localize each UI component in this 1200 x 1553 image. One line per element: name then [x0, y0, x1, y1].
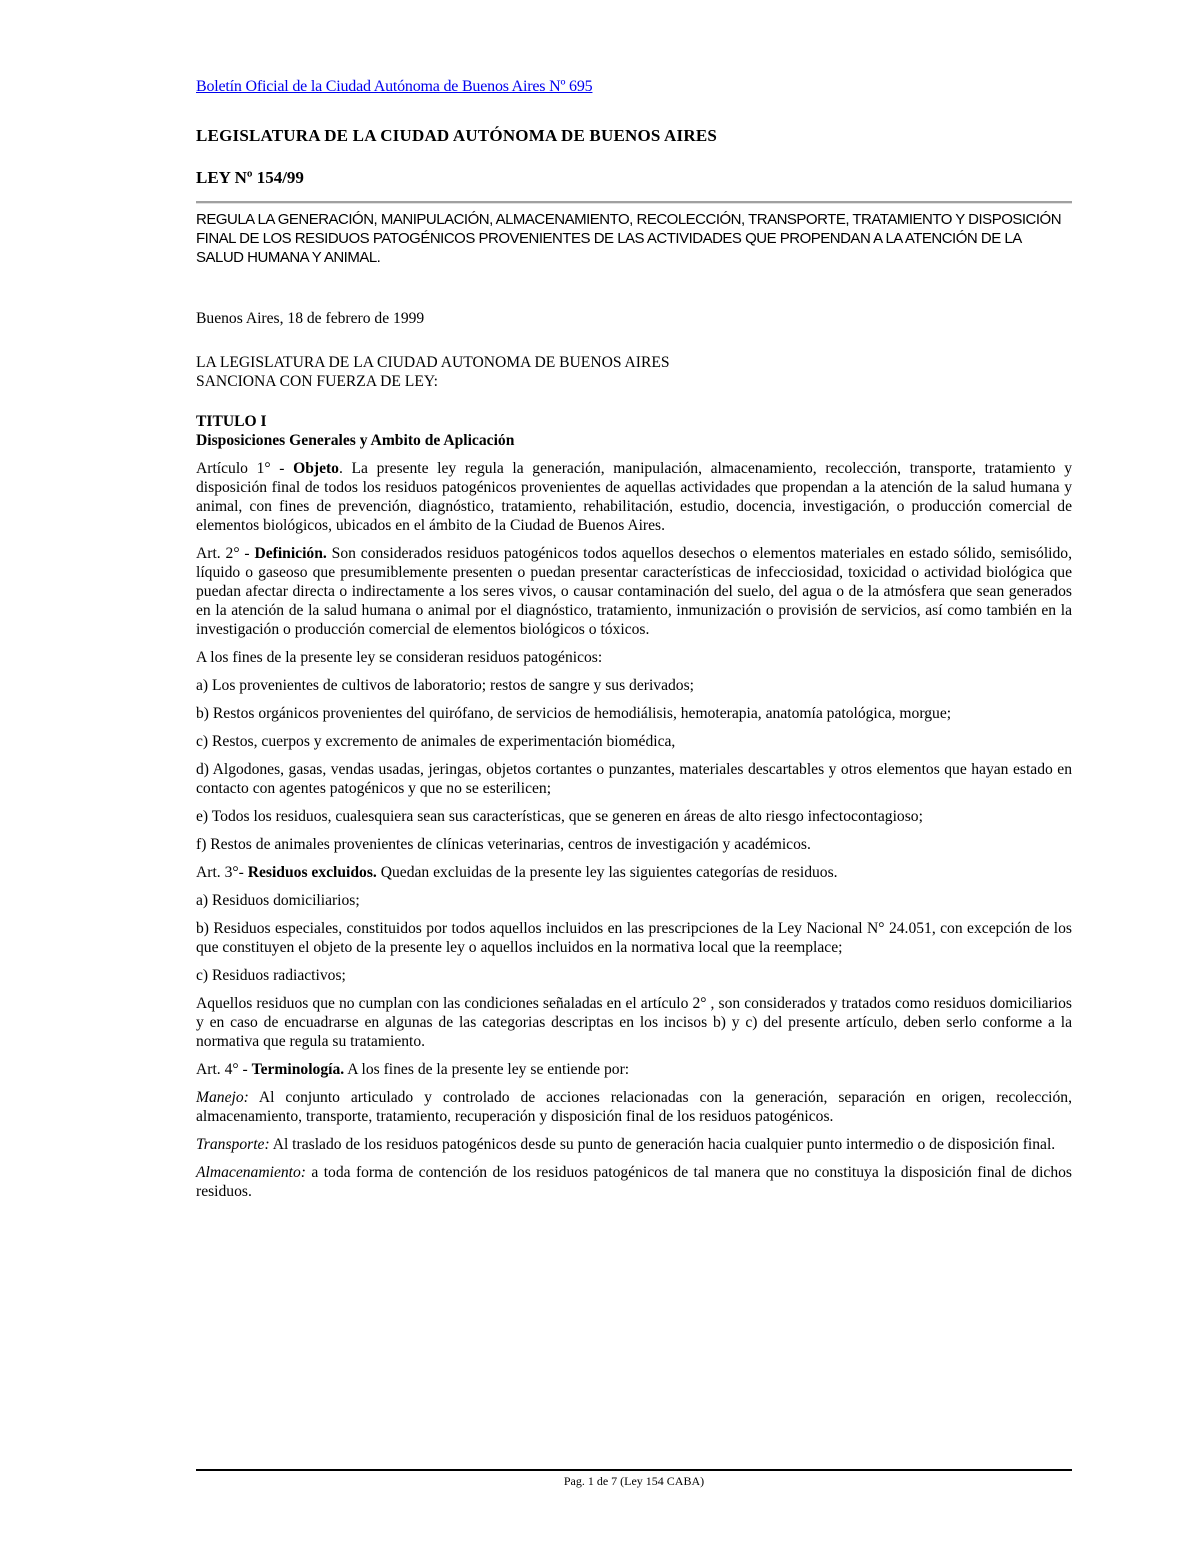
article-3-title: Residuos excluidos. [247, 864, 377, 881]
definition-manejo [196, 1088, 1072, 1126]
article-3-closing: Aquellos residuos que no cumplan con las condiciones señaladas en el artículo 2° , son considerados y tratados como residuos domiciliarios y en caso de encuadrarse en algunas de las categorias descriptas en los incisos b) y c) del presente artículo, deben serlo conforme a la normativa que regula su tratamiento. [196, 995, 1072, 1050]
term-transporte: Transporte: [196, 1136, 270, 1153]
sanction-block [196, 353, 1072, 391]
sanction-line-2: SANCIONA CON FUERZA DE LEY: [196, 373, 439, 390]
footer-rule [196, 1469, 1072, 1471]
article-3-item-c: c) Residuos radiactivos; [196, 967, 346, 984]
law-number-heading: LEY Nº 154/99 [196, 168, 304, 187]
page-footer: Pag. 1 de 7 (Ley 154 CABA) [563, 1474, 705, 1488]
article-2 [196, 544, 1072, 639]
article-3-text: Quedan excluidas de la presente ley las siguientes categorías de residuos. [376, 864, 838, 881]
article-4-title: Terminología. [251, 1061, 345, 1078]
date-line: Buenos Aires, 18 de febrero de 1999 [196, 310, 425, 327]
article-1-prefix: Artículo 1° - [196, 460, 294, 477]
legislature-heading: LEGISLATURA DE LA CIUDAD AUTÓNOMA DE BUENOS AIRES [196, 126, 718, 145]
article-2-intro: A los fines de la presente ley se consideran residuos patogénicos: [196, 649, 603, 666]
definition-transporte [196, 1135, 1072, 1154]
article-2-item-c: c) Restos, cuerpos y excremento de animales de experimentación biomédica, [196, 733, 676, 750]
article-4 [196, 1060, 1072, 1079]
article-2-item-a: a) Los provenientes de cultivos de laboratorio; restos de sangre y sus derivados; [196, 677, 695, 694]
article-2-item-d: d) Algodones, gasas, vendas usadas, jeringas, objetos cortantes o punzantes, materiales descartables y otros elementos que hayan estado en contacto con agentes patogénicos y que no se esterilicen; [196, 761, 1072, 797]
definition-manejo-text: Al conjunto articulado y controlado de acciones relacionadas con la generación, separación en origen, recolección, almacenamiento, transporte, tratamiento, recuperación y disposición final de los residuos patogénicos. [196, 1089, 1072, 1125]
definition-almacenamiento-text: a toda forma de contención de los residuos patogénicos de tal manera que no constituya la disposición final de dichos residuos. [196, 1164, 1072, 1200]
law-subject: REGULA LA GENERACIÓN, MANIPULACIÓN, ALMACENAMIENTO, RECOLECCIÓN, TRANSPORTE, TRATAMIENTO Y DISPOSICIÓN FINAL DE LOS RESIDUOS PATOGÉNICOS PROVENIENTES DE LAS ACTIVIDADES QUE PROPENDAN A LA ATENCIÓN DE LA SALUD HUMANA Y ANIMAL. [196, 211, 1062, 266]
term-almacenamiento: Almacenamiento: [196, 1164, 306, 1181]
article-1 [196, 459, 1072, 535]
horizontal-rule [196, 201, 1072, 204]
term-manejo: Manejo: [196, 1089, 249, 1106]
article-3-item-b: b) Residuos especiales, constituidos por todos aquellos incluidos en las prescripciones de la Ley Nacional N° 24.051, con excepción de los que constituyen el objeto de la presente ley o aquellos incluidos en la normativa local que la reemplace; [196, 920, 1072, 956]
article-2-prefix: Art. 2° - [196, 545, 255, 562]
article-3-item-a: a) Residuos domiciliarios; [196, 892, 360, 909]
definition-almacenamiento [196, 1163, 1072, 1201]
article-4-text: A los fines de la presente ley se entiende por: [344, 1061, 630, 1078]
sanction-line-1: LA LEGISLATURA DE LA CIUDAD AUTONOMA DE BUENOS AIRES [196, 354, 670, 371]
definition-transporte-text: Al traslado de los residuos patogénicos desde su punto de generación hacia cualquier punto intermedio o de disposición final. [269, 1136, 1056, 1153]
article-2-text: Son considerados residuos patogénicos todos aquellos desechos o elementos materiales en estado sólido, semisólido, líquido o gaseoso que presumiblemente presenten o puedan presentar características de infecciosidad, toxicidad o actividad biológica que puedan afectar directa o indirectamente a los seres vivos, o causar contaminación del suelo, del agua o de la atmósfera que sean generados en la atención de la salud humana o animal por el diagnóstico, tratamiento, inmunización o provisión de servicios, así como también en la investigación o producción comercial de elementos biológicos o tóxicos. [196, 545, 1073, 638]
article-2-title: Definición. [254, 545, 327, 562]
titulo-subheading: Disposiciones Generales y Ambito de Aplicación [196, 432, 515, 449]
article-2-item-e: e) Todos los residuos, cualesquiera sean sus características, que se generen en áreas de alto riesgo infectocontagioso; [196, 808, 923, 825]
document-body [196, 309, 1072, 1210]
article-2-item-b: b) Restos orgánicos provenientes del quirófano, de servicios de hemodiálisis, hemoterapia, anatomía patológica, morgue; [196, 705, 952, 722]
article-1-title: Objeto [293, 460, 339, 477]
article-1-text: . La presente ley regula la generación, manipulación, almacenamiento, recolección, transporte, tratamiento y disposición final de todos los residuos patogénicos provenientes de aquellas actividades que propendan a la atención de la salud humana y animal, con fines de prevención, diagnóstico, tratamiento, rehabilitación, estudio, docencia, investigación, o producción comercial de elementos biológicos, ubicados en el ámbito de la Ciudad de Buenos Aires. [196, 460, 1073, 534]
boletin-oficial-link[interactable]: Boletín Oficial de la Ciudad Autónoma de Buenos Aires Nº 695 [196, 78, 593, 95]
article-2-item-f: f) Restos de animales provenientes de clínicas veterinarias, centros de investigación y académicos. [196, 836, 811, 853]
titulo-heading: TITULO I [196, 413, 267, 430]
article-4-prefix: Art. 4° - [196, 1061, 252, 1078]
article-3 [196, 863, 1072, 882]
article-3-prefix: Art. 3°- [196, 864, 248, 881]
